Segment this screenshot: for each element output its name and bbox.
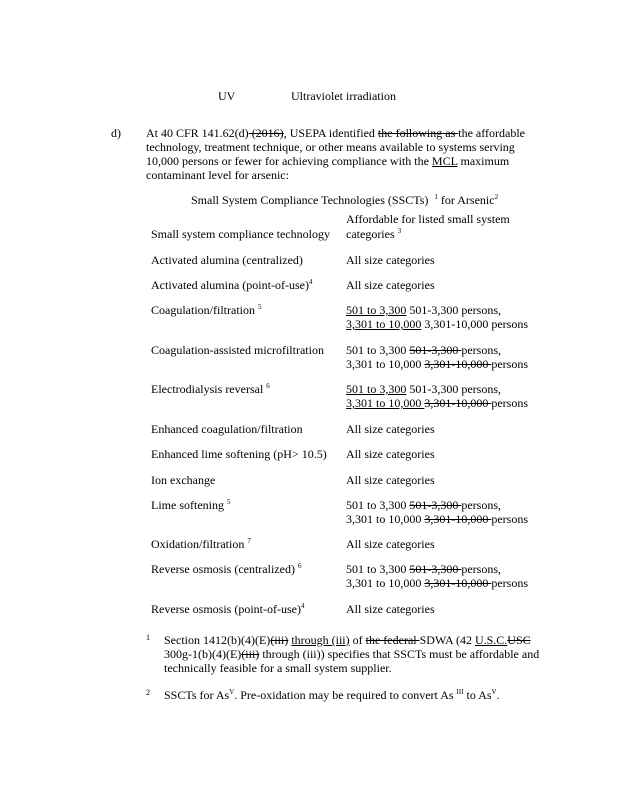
item-d-line1 (146, 126, 525, 140)
table-row-cat-line1 (346, 562, 501, 576)
text-run: 3,301-10,000 persons (421, 317, 529, 331)
text-run: 3,301 to 10,000 (346, 512, 425, 526)
table-row-tech (151, 303, 261, 317)
table-row-cat: All size categories (346, 473, 435, 487)
text-run: persons (491, 396, 529, 410)
table-row-tech (151, 422, 303, 436)
text-run: 3,301 to 10,000 (346, 576, 425, 590)
table-row-tech (151, 473, 215, 487)
text-run: . (496, 688, 500, 702)
inserted-text: MCL (431, 154, 458, 168)
deleted-text: 3,301-10,000 (424, 396, 492, 410)
table-row-tech (151, 278, 312, 292)
text-run: 501-3,300 persons, (406, 382, 502, 396)
abbrev-text: Ultraviolet irradiation (291, 89, 396, 103)
table-row-cat: All size categories (346, 278, 435, 292)
footnote-ref: 6 (266, 382, 270, 390)
text-run: SDWA (42 (419, 633, 475, 647)
superscript: V (229, 688, 235, 696)
text-run: , USEPA identified (283, 126, 378, 140)
deleted-text: 501-3,300 (409, 562, 462, 576)
tech-label: Ion exchange (151, 473, 216, 487)
text-run: persons, (461, 343, 502, 357)
inserted-text: through (iii) (291, 633, 350, 647)
table-row-cat-line2 (346, 396, 528, 410)
text-run: the affordable (458, 126, 525, 140)
text-run: persons, (461, 562, 502, 576)
item-d-line4: contaminant level for arsenic: (146, 168, 289, 182)
table-row-cat-line2 (346, 317, 528, 331)
table-row-tech (151, 498, 230, 512)
text-run: SSCTs for As (164, 688, 230, 702)
tech-label: Coagulation-assisted microfiltration (151, 343, 324, 357)
deleted-text: 3,301-10,000 (424, 576, 492, 590)
tech-label: Reverse osmosis (centralized) (151, 562, 295, 576)
footnote-ref: 5 (226, 498, 231, 506)
text-run: 501 to 3,300 (346, 498, 410, 512)
table-row-tech (151, 253, 303, 267)
table-row-tech (151, 562, 301, 576)
tech-label: Oxidation/filtration (151, 537, 245, 551)
text-run: 501 to 3,300 (346, 562, 410, 576)
footnote-ref: 4 (300, 602, 305, 610)
text-run: . Pre-oxidation may be required to convert As (234, 688, 457, 702)
text-run: 501 to 3,300 (346, 343, 410, 357)
inserted-text: 501 to 3,300 (346, 303, 407, 317)
text-run: At 40 CFR 141.62(d) (146, 126, 249, 140)
item-d-line2: technology, treatment technique, or other means available to systems serving (146, 140, 515, 154)
table-row-tech (151, 537, 251, 551)
table-row-cat-line1 (346, 498, 501, 512)
tech-label: Enhanced lime softening (pH> 10.5) (151, 447, 327, 461)
item-d-marker: d) (111, 126, 121, 140)
footnote-ref: 1 (434, 193, 438, 201)
tech-label: Electrodialysis reversal (151, 382, 264, 396)
deleted-text: 501-3,300 (409, 498, 462, 512)
table-row-cat-line2 (346, 357, 528, 371)
text-run: through (iii)) specifies that SSCTs must be affordable and (259, 647, 540, 661)
text-run: to As (463, 688, 492, 702)
table-row-cat-line2 (346, 512, 528, 526)
footnote-ref: 7 (247, 537, 251, 545)
table-title (191, 193, 498, 207)
table-row-tech (151, 602, 304, 616)
inserted-text: 501 to 3,300 (346, 382, 407, 396)
tech-label: Reverse osmosis (point-of-use) (151, 602, 301, 616)
deleted-text: 501-3,300 (409, 343, 462, 357)
text-run: Small System Compliance Technologies (SSCTs) (191, 193, 429, 207)
text-run: persons (491, 357, 529, 371)
footnote-1-line1 (164, 633, 531, 647)
table-row-cat-line2 (346, 576, 528, 590)
table-row-cat: All size categories (346, 537, 435, 551)
text-run: for Arsenic (437, 193, 495, 207)
inserted-text: U.S.C. (474, 633, 508, 647)
text-run: persons (491, 512, 529, 526)
tech-label: Activated alumina (centralized) (151, 253, 303, 267)
table-row-cat: All size categories (346, 422, 435, 436)
tech-label: Lime softening (151, 498, 224, 512)
deleted-text: the federal (365, 633, 420, 647)
deleted-text: 3,301-10,000 (424, 357, 492, 371)
table-row-cat-line1 (346, 303, 501, 317)
text-run: Section 1412(b)(4)(E) (164, 633, 271, 647)
footnote-ref: 3 (397, 227, 402, 235)
footnote-ref: 6 (297, 562, 302, 570)
footnote-2-line1 (164, 688, 500, 702)
text-run: persons (491, 576, 529, 590)
text-run: 501-3,300 persons, (406, 303, 502, 317)
table-row-tech (151, 343, 324, 357)
footnote-1-marker: 1 (146, 633, 150, 642)
footnote-ref: 2 (494, 193, 499, 201)
inserted-text: 3,301 to 10,000 (346, 396, 425, 410)
deleted-text: 3,301-10,000 (424, 512, 492, 526)
header-col1: Small system compliance technology (151, 227, 330, 241)
tech-label: Activated alumina (point-of-use) (151, 278, 309, 292)
text-run: persons, (461, 498, 502, 512)
table-row-cat: All size categories (346, 447, 435, 461)
header-col2-line1: Affordable for listed small system (346, 212, 510, 226)
text-run: categories (346, 227, 395, 241)
inserted-text: 3,301 to 10,000 (346, 317, 422, 331)
deleted-text: (iii) (241, 647, 260, 661)
table-row-tech (151, 382, 270, 396)
deleted-text: (iii) (270, 633, 289, 647)
item-d-line3 (146, 154, 509, 168)
abbrev-code: UV (218, 89, 236, 103)
tech-label: Coagulation/filtration (151, 303, 255, 317)
header-col2-line2 (346, 227, 401, 241)
footnote-1-line2 (164, 647, 539, 661)
text-run: maximum (457, 154, 510, 168)
superscript: III (456, 688, 464, 696)
table-row-cat-line1 (346, 343, 501, 357)
footnote-2-marker: 2 (146, 688, 150, 697)
deleted-text: the following as (377, 126, 459, 140)
footnote-1-line3: technically feasible for a small system supplier. (164, 661, 392, 675)
table-row-cat-line1 (346, 382, 501, 396)
table-row-tech (151, 447, 327, 461)
table-row-cat: All size categories (346, 602, 435, 616)
tech-label: Enhanced coagulation/filtration (151, 422, 303, 436)
footnote-ref: 5 (257, 303, 262, 311)
deleted-text: USC (507, 633, 531, 647)
text-run: of (349, 633, 366, 647)
text-run: 3,301 to 10,000 (346, 357, 425, 371)
superscript: V (491, 688, 497, 696)
text-run: 10,000 persons or fewer for achieving compliance with the (146, 154, 432, 168)
text-run: 300g-1(b)(4)(E) (164, 647, 242, 661)
footnote-ref: 4 (308, 278, 313, 286)
table-row-cat: All size categories (346, 253, 435, 267)
deleted-text: (2016) (248, 126, 284, 140)
